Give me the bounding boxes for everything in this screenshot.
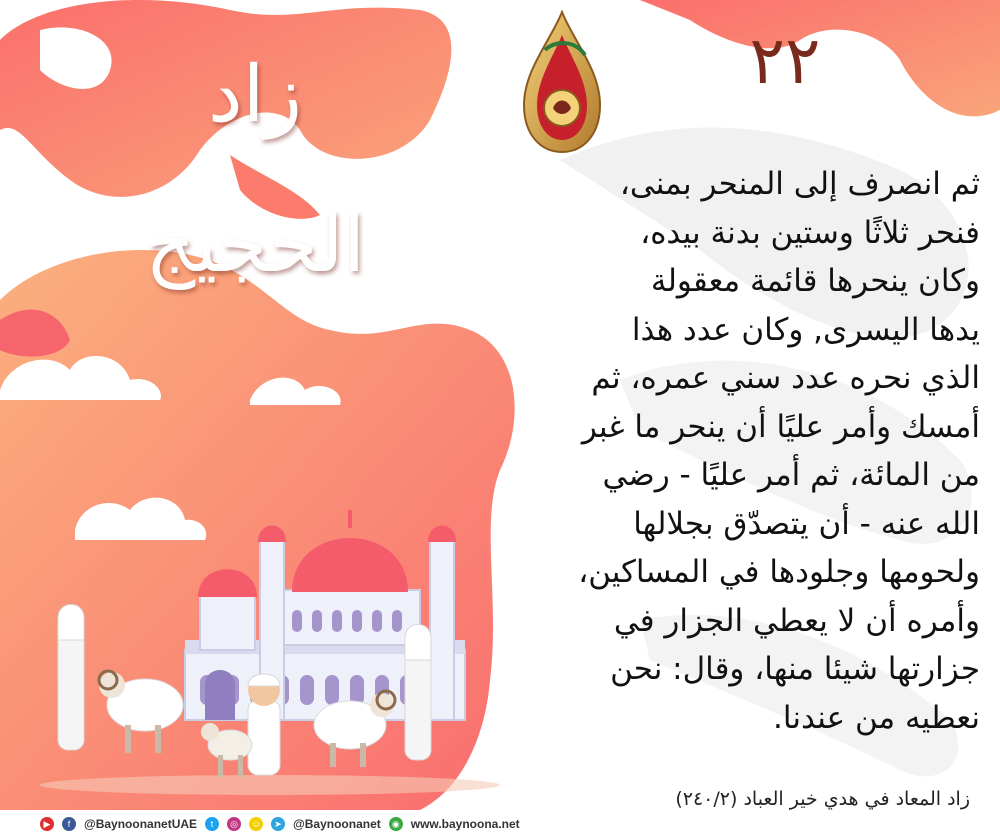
hadith-line: جزارتها شيئا منها، وقال: نحن xyxy=(610,651,980,687)
snapchat-icon[interactable]: ☺ xyxy=(249,817,263,831)
hadith-line: ولحومها وجلودها في المساكين، xyxy=(578,554,980,590)
source-citation: زاد المعاد في هدي خير العباد (٢٤٠/٢) xyxy=(675,788,970,810)
hadith-line: نعطيه من عندنا. xyxy=(773,699,980,736)
hadith-line: ثم انصرف إلى المنحر بمنى، xyxy=(619,166,980,202)
hadith-line: فنحر ثلاثًا وستين بدنة بيده، xyxy=(640,214,980,251)
instagram-icon[interactable]: ◎ xyxy=(227,817,241,831)
hadith-line: من المائة، ثم أمر عليًا - رضي xyxy=(602,457,980,493)
facebook-icon[interactable]: f xyxy=(62,817,76,831)
social-footer xyxy=(40,812,600,836)
hadith-line: الذي نحره عدد سني عمره، ثم xyxy=(591,360,980,396)
emblem-logo-icon xyxy=(515,10,610,155)
hadith-line: وأمره أن لا يعطي الجزار في xyxy=(613,602,980,639)
hadith-line: يدها اليسرى, وكان عدد هذا xyxy=(631,311,980,348)
episode-number: ٢٢ xyxy=(749,22,821,99)
social-handle[interactable]: @BaynoonanetUAE xyxy=(84,817,198,831)
hadith-line: أمسك وأمر عليًا أن ينحر ما غبر xyxy=(581,408,980,445)
website-link[interactable]: www.baynoona.net xyxy=(410,817,520,831)
youtube-icon[interactable]: ▶ xyxy=(40,817,54,831)
hadith-line: وكان ينحرها قائمة معقولة xyxy=(650,263,980,299)
mosque-illustration xyxy=(30,500,500,800)
twitter-icon[interactable]: t xyxy=(205,817,219,831)
title-calligraphy: زاد الحجيج xyxy=(144,50,366,290)
telegram-icon[interactable]: ➤ xyxy=(271,817,285,831)
hadith-line: الله عنه - أن يتصدّق بجلالها xyxy=(633,505,980,542)
messaging-handle[interactable]: @Baynoonanet xyxy=(293,817,381,831)
hadith-text xyxy=(505,160,980,790)
web-icon[interactable]: ◉ xyxy=(389,817,403,831)
